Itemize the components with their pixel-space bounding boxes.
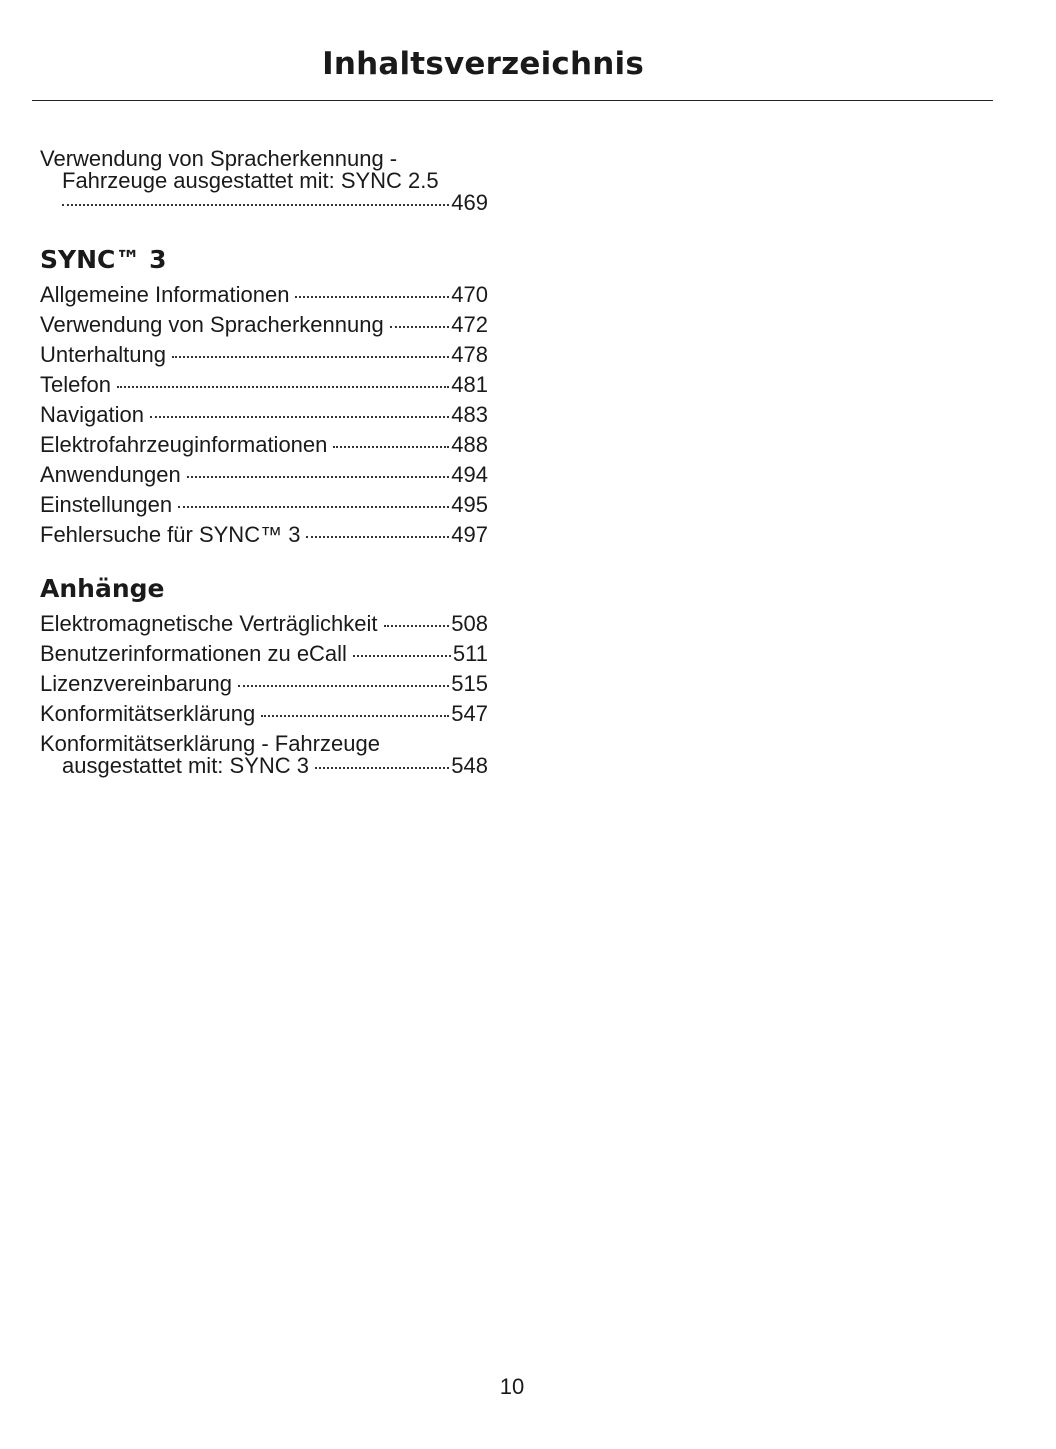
dot-leader	[353, 655, 451, 657]
dot-leader	[178, 506, 449, 508]
dot-leader	[187, 476, 450, 478]
dot-leader	[261, 715, 449, 717]
toc-entry[interactable]	[40, 520, 488, 550]
section-heading-appendix: Anhänge	[40, 574, 165, 603]
toc-entry[interactable]	[40, 669, 488, 699]
toc-entry-last-line1: Konformitätserklärung - Fahrzeuge	[40, 731, 380, 756]
toc-page-number: 547	[451, 701, 488, 726]
toc-entry[interactable]	[40, 310, 488, 340]
dot-leader	[172, 356, 449, 358]
toc-entry-label: Elektromagnetische Verträglichkeit	[40, 611, 378, 636]
toc-page-number: 511	[452, 641, 488, 666]
toc-page-number: 488	[451, 432, 488, 457]
page-title-text: Inhaltsverzeichnis	[322, 46, 644, 82]
toc-entry[interactable]	[40, 430, 488, 460]
toc-entry-label: Verwendung von Spracherkennung	[40, 312, 384, 337]
section-sync3	[40, 245, 488, 550]
toc-entry-label: Konformitätserklärung	[40, 701, 256, 726]
toc-page-number: 483	[451, 402, 488, 427]
toc-page-number: 469	[451, 190, 488, 215]
dot-leader	[333, 446, 449, 448]
toc-entry-label: Lizenzvereinbarung	[40, 671, 233, 696]
toc-list-sync3	[40, 280, 488, 550]
toc-entry[interactable]	[40, 490, 488, 520]
toc-entry[interactable]	[40, 639, 488, 669]
dot-leader	[315, 767, 449, 769]
toc-page-number: 478	[451, 342, 488, 367]
toc-entry-label: Navigation	[40, 402, 144, 427]
toc-entry-label: Elektrofahrzeuginformationen	[40, 432, 328, 457]
toc-entry-top-line1: Verwendung von Spracherkennung -	[40, 146, 398, 171]
toc-entry-label: Benutzerinformationen zu eCall	[40, 641, 347, 666]
dot-leader	[62, 204, 449, 206]
header-rule	[32, 100, 993, 101]
toc-entry-label: Anwendungen	[40, 462, 181, 487]
dot-leader	[238, 685, 449, 687]
page-number: 10	[499, 1374, 525, 1399]
toc-page-number: 472	[451, 312, 488, 337]
toc-entry-label: Einstellungen	[40, 492, 173, 517]
dot-leader	[390, 326, 450, 328]
toc-entry[interactable]	[40, 460, 488, 490]
toc-page-number: 494	[451, 462, 488, 487]
toc-entry[interactable]	[40, 280, 488, 310]
section-appendix	[40, 574, 488, 777]
toc-entry[interactable]	[40, 340, 488, 370]
dot-leader	[384, 625, 450, 627]
toc-page-number: 481	[451, 372, 488, 397]
toc-entry[interactable]	[40, 609, 488, 639]
dot-leader	[150, 416, 449, 418]
toc-page-number: 508	[451, 611, 488, 636]
toc-entry[interactable]	[40, 370, 488, 400]
toc-entry-top[interactable]	[40, 148, 488, 214]
toc-page-number: 548	[451, 753, 488, 778]
toc-entry-label: Unterhaltung	[40, 342, 166, 367]
toc-entry-label: Allgemeine Informationen	[40, 282, 290, 307]
toc-entry-last[interactable]	[40, 733, 488, 777]
toc-page-number: 470	[451, 282, 488, 307]
toc-page-number: 495	[451, 492, 488, 517]
toc-page-number: 497	[451, 522, 488, 547]
toc-entry[interactable]	[40, 699, 488, 729]
toc-entry-label: Telefon	[40, 372, 111, 397]
section-heading-sync3: SYNC™ 3	[40, 245, 167, 274]
toc-entry-label: Fehlersuche für SYNC™ 3	[40, 522, 301, 547]
dot-leader	[117, 386, 449, 388]
dot-leader	[306, 536, 449, 538]
toc-entry-last-line2: ausgestattet mit: SYNC 3	[62, 753, 309, 778]
dot-leader	[295, 296, 449, 298]
toc-entry-top-line2: Fahrzeuge ausgestattet mit: SYNC 2.5	[62, 168, 439, 193]
toc-page-number: 515	[451, 671, 488, 696]
toc-list-appendix	[40, 609, 488, 729]
toc-entry[interactable]	[40, 400, 488, 430]
